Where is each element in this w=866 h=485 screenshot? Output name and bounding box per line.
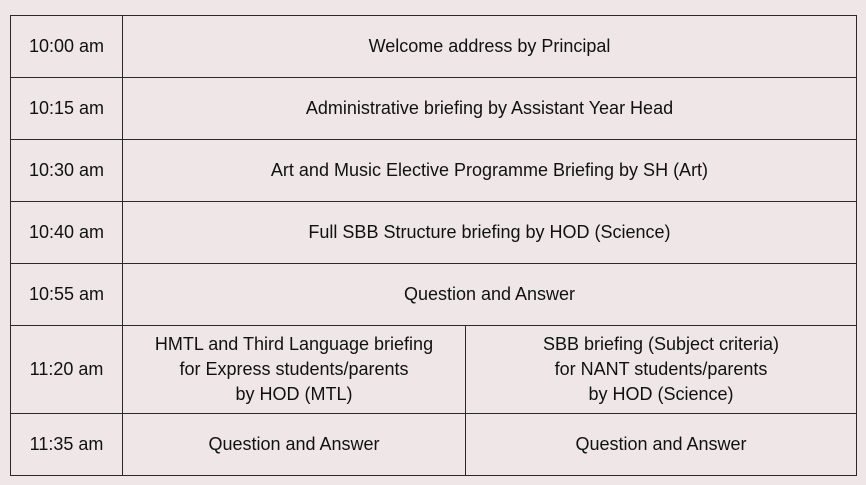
table-row — [11, 78, 857, 140]
agenda-line: for Express students/parents — [179, 359, 409, 379]
agenda-item-express — [123, 326, 466, 414]
time-cell: 10:15 am — [11, 78, 123, 140]
agenda-line: for NANT students/parents — [554, 359, 768, 379]
agenda-item: Welcome address by Principal — [123, 16, 857, 78]
time-cell: 10:30 am — [11, 140, 123, 202]
agenda-line: by HOD (MTL) — [235, 384, 353, 404]
table-row — [11, 264, 857, 326]
table-row — [11, 140, 857, 202]
time-cell: 10:00 am — [11, 16, 123, 78]
table-row — [11, 414, 857, 476]
agenda-line: Question and Answer — [575, 434, 747, 454]
time-cell: 11:20 am — [11, 326, 123, 414]
agenda-line: by HOD (Science) — [588, 384, 734, 404]
agenda-item-nant — [466, 414, 857, 476]
agenda-line: SBB briefing (Subject criteria) — [542, 334, 780, 354]
agenda-item: Question and Answer — [123, 264, 857, 326]
time-cell: 10:40 am — [11, 202, 123, 264]
agenda-item: Full SBB Structure briefing by HOD (Science) — [123, 202, 857, 264]
agenda-item: Art and Music Elective Programme Briefing by SH (Art) — [123, 140, 857, 202]
time-cell: 11:35 am — [11, 414, 123, 476]
agenda-item-express — [123, 414, 466, 476]
table-row — [11, 326, 857, 414]
agenda-line: HMTL and Third Language briefing — [154, 334, 434, 354]
agenda-line: Question and Answer — [208, 434, 380, 454]
agenda-item-nant — [466, 326, 857, 414]
table-row — [11, 16, 857, 78]
table-row — [11, 202, 857, 264]
time-cell: 10:55 am — [11, 264, 123, 326]
schedule-table — [10, 15, 857, 476]
agenda-item: Administrative briefing by Assistant Year Head — [123, 78, 857, 140]
